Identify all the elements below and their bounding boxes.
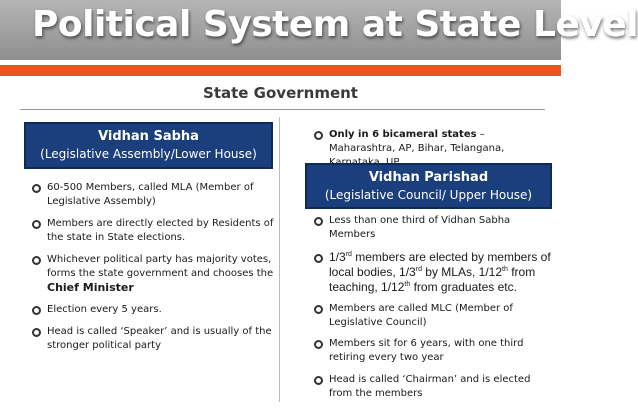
list-item-text: Members are called MLC (Member of Legislative Council): [329, 303, 513, 328]
section-title: State Government: [203, 84, 358, 102]
list-item-text: Whichever political party has majority votes, forms the state government and chooses the: [47, 254, 274, 279]
list-item-text: 60-500 Members, called MLA (Member of Legislative Assembly): [47, 182, 254, 207]
list-item: [47, 303, 275, 317]
list-item: [47, 181, 275, 209]
bicameral-states: – Maharashtra, AP, Bihar, Telangana,: [329, 129, 505, 154]
bicameral-lead: Only in 6 bicameral states: [329, 129, 477, 140]
vidhan-sabha-subtitle: (Legislative Assembly/Lower House): [40, 147, 257, 161]
vidhan-sabha-title: Vidhan Sabha: [98, 129, 199, 144]
fraction-text: from teaching, 1/12: [329, 265, 536, 294]
list-item-text: Members sit for 6 years, with one third retiring every two year: [329, 338, 524, 363]
list-item-text: Head is called ‘Chairman’ and is elected from the members: [329, 374, 531, 399]
list-item: [47, 325, 275, 353]
vidhan-sabha-header: [24, 122, 273, 169]
list-item: [329, 214, 553, 242]
fraction-text: by MLAs, 1/12: [421, 265, 503, 279]
list-item: [47, 217, 275, 245]
list-item: [329, 373, 553, 401]
list-item: [329, 302, 553, 330]
vidhan-parishad-title: Vidhan Parishad: [368, 170, 489, 185]
fraction-sup: rd: [345, 251, 352, 258]
chief-minister-label: Chief Minister: [47, 281, 134, 294]
list-item-text: Less than one third of Vidhan Sabha Members: [329, 215, 511, 240]
vidhan-parishad-subtitle: (Legislative Council/ Upper House): [324, 188, 533, 202]
list-item: [329, 337, 553, 365]
list-item: [47, 253, 275, 296]
list-item-text: Members are directly elected by Residents of the state in State elections.: [47, 218, 274, 243]
accent-stripe: [0, 65, 561, 76]
fraction-text: 1/3: [329, 250, 346, 264]
slide-title: Political System at State Level: [32, 4, 638, 45]
list-item-text: Head is called ‘Speaker’ and is usually of the stronger political party: [47, 326, 272, 351]
column-divider: [279, 117, 280, 402]
fraction-text: from graduates etc.: [410, 280, 517, 294]
fraction-sup: th: [404, 281, 411, 288]
fraction-sup: th: [502, 266, 508, 273]
list-item: [329, 250, 553, 295]
title-banner: [0, 0, 638, 60]
list-item-text: Election every 5 years.: [47, 304, 162, 315]
fraction-sup: rd: [415, 266, 422, 273]
vidhan-parishad-header: [305, 163, 552, 209]
fraction-text: members are elected by members of local bodies, 1/3: [329, 250, 551, 279]
section-divider: [20, 109, 545, 110]
